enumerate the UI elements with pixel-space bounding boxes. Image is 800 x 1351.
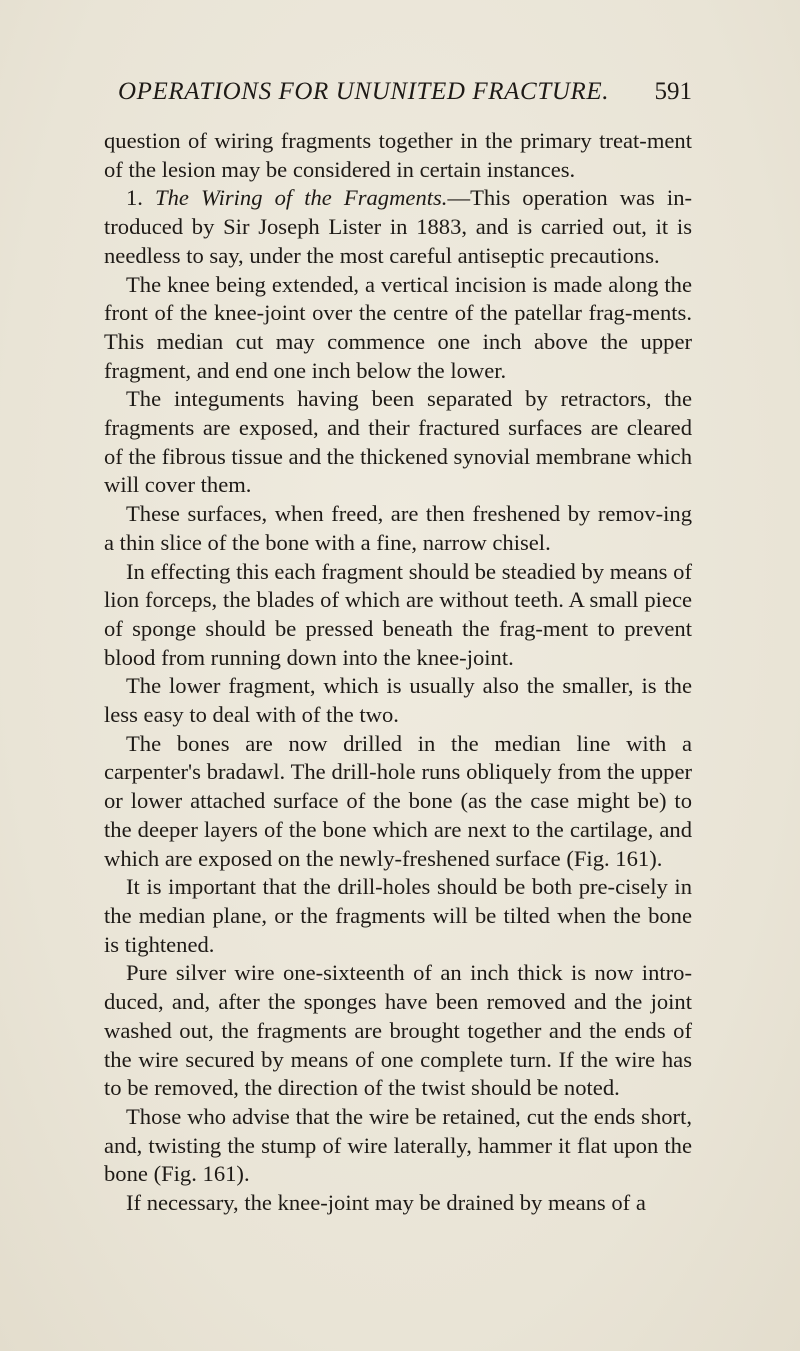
paragraph-integuments: The integuments having been separated by retractors, the fragments are exposed, and their fractured surfaces are cleared of the fibrous tissue and the thickened synovial membrane which will cover them.: [104, 386, 692, 498]
section-number: 1.: [126, 185, 156, 211]
paragraph-drilling: The bones are now drilled in the median line with a carpenter's bradawl. The drill-hole runs obliquely from the upper or lower attached surface of the bone (as the case might be) to the deeper layers of the bone which are next to the cartilage, and which are exposed on the newly-freshened surface (Fig. 161).: [104, 730, 692, 871]
paragraph-retained-wire: Those who advise that the wire be retained, cut the ends short, and, twisting the stump of wire laterally, hammer it flat upon the bone (Fig. 161).: [104, 1103, 692, 1187]
paragraph-lower-fragment: The lower fragment, which is usually also the smaller, is the less easy to deal with of the two.: [104, 673, 692, 728]
paragraph-wiring-intro: 1. The Wiring of the Fragments.—This operation was in-troduced by Sir Joseph Lister in 1883, and is carried out, it is needless to say, under the most careful antiseptic precautions.: [104, 185, 693, 268]
paragraph-surfaces: These surfaces, when freed, are then freshened by remov-ing a thin slice of the bone with a fine, narrow chisel.: [104, 501, 692, 555]
paragraph-continuation: question of wiring fragments together in the primary treat-ment of the lesion may be considered in certain instances.: [104, 128, 692, 182]
running-title: OPERATIONS FOR UNUNITED FRACTURE.: [118, 78, 610, 105]
paragraph-silver-wire: Pure silver wire one-sixteenth of an inch thick is now intro-duced, and, after the sponges have been removed and the joint washed out, the fragments are brought together and the ends of the wire secured by means of one complete turn. If the wire has to be removed, the direction of the twist should be noted.: [104, 960, 692, 1101]
running-head: [104, 78, 692, 118]
body-text: [104, 127, 692, 1218]
page-number: 591: [654, 78, 692, 105]
paragraph-drainage: If necessary, the knee-joint may be drained by means of a: [126, 1190, 646, 1216]
section-title: The Wiring of the Fragments.: [155, 185, 448, 211]
paragraph-drill-holes: It is important that the drill-holes should be both pre-cisely in the median plane, or the fragments will be tilted when the bone is tightened.: [104, 874, 692, 957]
paragraph-incision: The knee being extended, a vertical incision is made along the front of the knee-joint over the centre of the patellar frag-ments. This median cut may commence one inch above the upper fragment, and end one inch below the lower.: [104, 271, 692, 383]
paragraph-forceps: In effecting this each fragment should be steadied by means of lion forceps, the blades of which are without teeth. A small piece of sponge should be pressed beneath the frag-ment to prevent blood from running down into the knee-joint.: [104, 558, 692, 670]
